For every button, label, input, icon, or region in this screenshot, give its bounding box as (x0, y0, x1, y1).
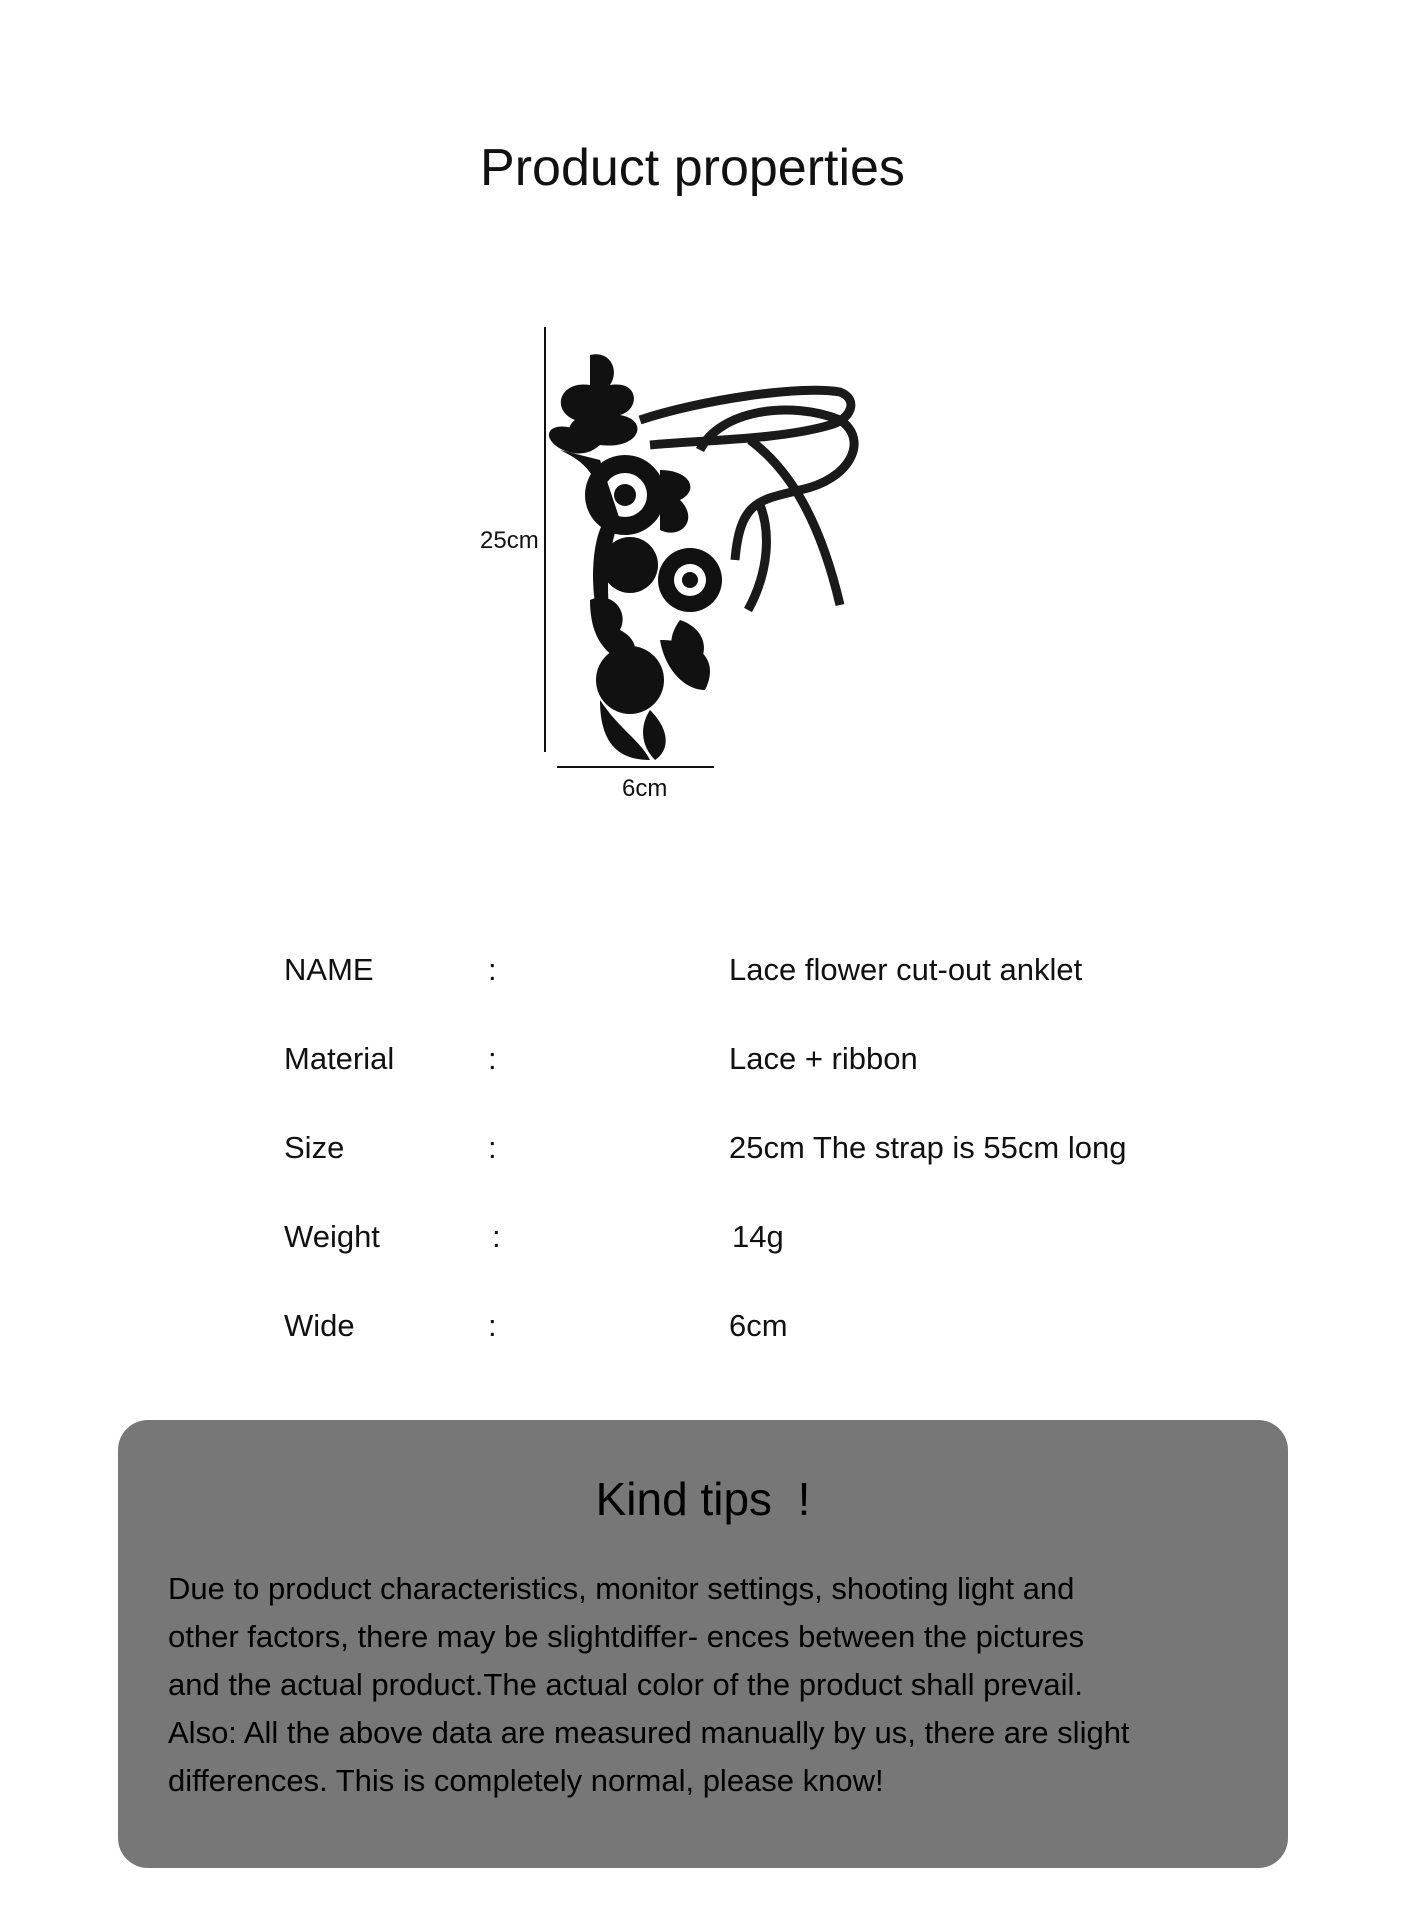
property-row-size (0, 1130, 1421, 1170)
page-title: Product properties (480, 139, 905, 197)
kind-tips-panel (118, 1420, 1288, 1868)
kind-tips-title: Kind tips ! (595, 1473, 811, 1525)
tips-line: Due to product characteristics, monitor settings, shooting light and (168, 1571, 1075, 1606)
tips-line: other factors, there may be slightdiffer- ences between the pictures (168, 1619, 1085, 1654)
property-row-weight (0, 1219, 1421, 1259)
property-separator: : (492, 1219, 501, 1254)
property-label: Size (284, 1130, 345, 1165)
kind-tips-text (168, 1565, 1130, 1805)
width-label: 6cm (622, 775, 668, 802)
property-label: Material (284, 1041, 395, 1076)
lace-anklet-image (0, 0, 1421, 820)
product-figure (0, 0, 1421, 820)
property-separator: : (488, 1308, 497, 1343)
tips-line: Also: All the above data are measured manually by us, there are slight (168, 1715, 1130, 1750)
property-separator: : (488, 1041, 497, 1076)
property-label: Wide (284, 1308, 355, 1343)
property-row-name (0, 952, 1421, 992)
lace-flowers (545, 354, 722, 760)
property-value: 14g (732, 1219, 784, 1254)
property-label: NAME (284, 952, 374, 987)
property-value: Lace flower cut-out anklet (729, 952, 1083, 987)
property-row-wide (0, 1308, 1421, 1348)
height-label: 25cm (480, 527, 539, 554)
property-separator: : (488, 952, 497, 987)
property-value: 25cm The strap is 55cm long (729, 1130, 1127, 1165)
property-separator: : (488, 1130, 497, 1165)
tips-line: and the actual product.The actual color of the product shall prevail. (168, 1667, 1084, 1702)
tips-line: differences. This is completely normal, please know! (168, 1763, 884, 1798)
property-value: Lace + ribbon (729, 1041, 918, 1076)
property-row-material (0, 1041, 1421, 1081)
property-value: 6cm (729, 1308, 788, 1343)
property-label: Weight (284, 1219, 380, 1254)
